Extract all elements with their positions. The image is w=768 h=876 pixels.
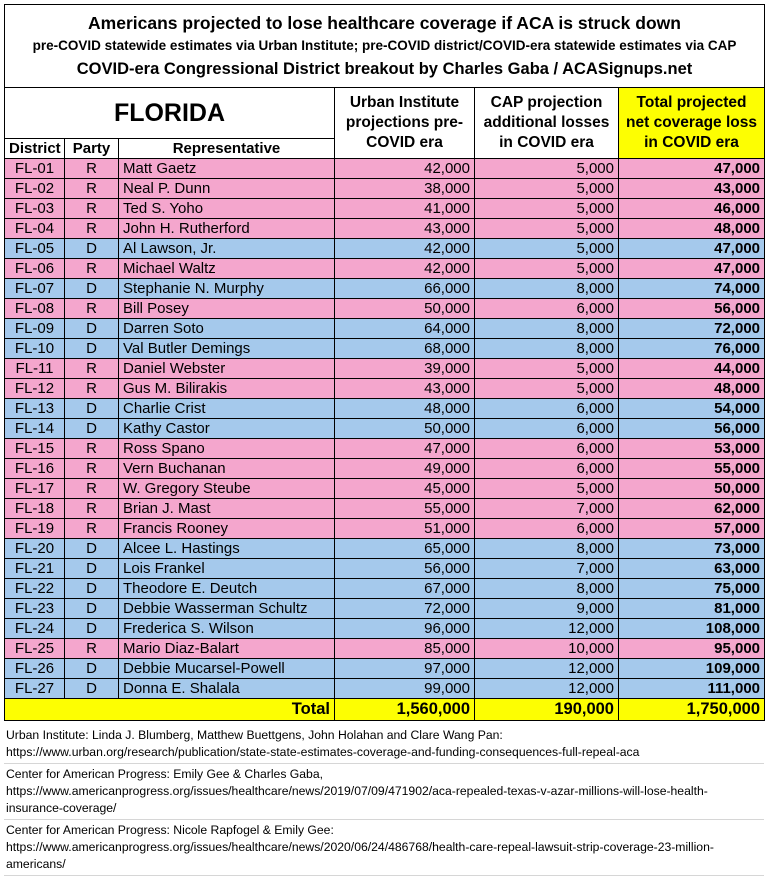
urban-value-cell: 65,000 bbox=[335, 539, 475, 559]
district-cell: FL-12 bbox=[5, 379, 65, 399]
urban-value-cell: 43,000 bbox=[335, 219, 475, 239]
urban-value-cell: 41,000 bbox=[335, 199, 475, 219]
note-url: https://www.urban.org/research/publication/state-state-estimates-coverage-and-funding-consequences-full-repeal-aca bbox=[6, 745, 640, 759]
cap-value-cell: 6,000 bbox=[475, 519, 619, 539]
note-url-cont: americans/ bbox=[6, 857, 66, 871]
cap-value-cell: 6,000 bbox=[475, 439, 619, 459]
source-notes bbox=[4, 725, 764, 876]
total-value-cell: 46,000 bbox=[619, 199, 765, 219]
cap-value-cell: 6,000 bbox=[475, 419, 619, 439]
cap-value-cell: 5,000 bbox=[475, 379, 619, 399]
urban-value-cell: 51,000 bbox=[335, 519, 475, 539]
cap-value-cell: 5,000 bbox=[475, 199, 619, 219]
table-row bbox=[5, 359, 765, 379]
cap-value-cell: 6,000 bbox=[475, 399, 619, 419]
cap-value-cell: 7,000 bbox=[475, 499, 619, 519]
urban-value-cell: 56,000 bbox=[335, 559, 475, 579]
representative-cell: Vern Buchanan bbox=[119, 459, 335, 479]
party-cell: R bbox=[65, 159, 119, 179]
party-cell: D bbox=[65, 239, 119, 259]
total-value-cell: 43,000 bbox=[619, 179, 765, 199]
party-cell: R bbox=[65, 439, 119, 459]
note-text: Center for American Progress: Emily Gee & Charles Gaba, bbox=[6, 767, 323, 781]
representative-cell: Francis Rooney bbox=[119, 519, 335, 539]
district-cell: FL-19 bbox=[5, 519, 65, 539]
total-value-cell: 62,000 bbox=[619, 499, 765, 519]
total-value-cell: 95,000 bbox=[619, 639, 765, 659]
party-column-header: Party bbox=[65, 139, 119, 159]
district-cell: FL-15 bbox=[5, 439, 65, 459]
urban-value-cell: 45,000 bbox=[335, 479, 475, 499]
urban-value-cell: 38,000 bbox=[335, 179, 475, 199]
spreadsheet bbox=[4, 4, 764, 876]
total-value-cell: 47,000 bbox=[619, 159, 765, 179]
representative-cell: Al Lawson, Jr. bbox=[119, 239, 335, 259]
cap-value-cell: 12,000 bbox=[475, 679, 619, 699]
district-cell: FL-18 bbox=[5, 499, 65, 519]
urban-value-cell: 42,000 bbox=[335, 239, 475, 259]
totals-label: Total bbox=[119, 699, 335, 721]
representative-cell: Debbie Mucarsel-Powell bbox=[119, 659, 335, 679]
total-value-cell: 48,000 bbox=[619, 379, 765, 399]
urban-column-header: Urban Institute projections pre-COVID era bbox=[335, 88, 475, 159]
party-cell: R bbox=[65, 499, 119, 519]
table-row bbox=[5, 199, 765, 219]
party-cell: D bbox=[65, 399, 119, 419]
table-row bbox=[5, 399, 765, 419]
table-row bbox=[5, 559, 765, 579]
district-cell: FL-16 bbox=[5, 459, 65, 479]
representative-cell: John H. Rutherford bbox=[119, 219, 335, 239]
cap-value-cell: 5,000 bbox=[475, 179, 619, 199]
representative-cell: Michael Waltz bbox=[119, 259, 335, 279]
district-cell: FL-17 bbox=[5, 479, 65, 499]
total-value-cell: 73,000 bbox=[619, 539, 765, 559]
representative-cell: Lois Frankel bbox=[119, 559, 335, 579]
total-value-cell: 75,000 bbox=[619, 579, 765, 599]
cap-value-cell: 6,000 bbox=[475, 459, 619, 479]
district-cell: FL-04 bbox=[5, 219, 65, 239]
urban-value-cell: 72,000 bbox=[335, 599, 475, 619]
party-cell: D bbox=[65, 539, 119, 559]
district-cell: FL-09 bbox=[5, 319, 65, 339]
district-cell: FL-06 bbox=[5, 259, 65, 279]
cap-value-cell: 5,000 bbox=[475, 479, 619, 499]
coverage-table bbox=[4, 4, 765, 721]
district-cell: FL-27 bbox=[5, 679, 65, 699]
table-row bbox=[5, 599, 765, 619]
table-row bbox=[5, 379, 765, 399]
urban-value-cell: 96,000 bbox=[335, 619, 475, 639]
party-cell: D bbox=[65, 659, 119, 679]
district-cell: FL-21 bbox=[5, 559, 65, 579]
total-value-cell: 54,000 bbox=[619, 399, 765, 419]
party-cell: R bbox=[65, 179, 119, 199]
total-value-cell: 47,000 bbox=[619, 239, 765, 259]
party-cell: R bbox=[65, 219, 119, 239]
representative-column-header: Representative bbox=[119, 139, 335, 159]
table-row bbox=[5, 319, 765, 339]
urban-value-cell: 50,000 bbox=[335, 419, 475, 439]
party-cell: R bbox=[65, 459, 119, 479]
totals-row bbox=[5, 699, 765, 721]
urban-value-cell: 68,000 bbox=[335, 339, 475, 359]
note-url: https://www.americanprogress.org/issues/healthcare/news/2019/07/09/471902/aca-repealed-texas-v-azar-millions-will-lose-health- bbox=[6, 784, 708, 798]
district-cell: FL-07 bbox=[5, 279, 65, 299]
totals-blank-cell bbox=[5, 699, 119, 721]
party-cell: R bbox=[65, 479, 119, 499]
representative-cell: Daniel Webster bbox=[119, 359, 335, 379]
representative-cell: Bill Posey bbox=[119, 299, 335, 319]
total-value-cell: 50,000 bbox=[619, 479, 765, 499]
representative-cell: W. Gregory Steube bbox=[119, 479, 335, 499]
total-value-cell: 44,000 bbox=[619, 359, 765, 379]
table-row bbox=[5, 499, 765, 519]
total-value-cell: 56,000 bbox=[619, 419, 765, 439]
district-cell: FL-13 bbox=[5, 399, 65, 419]
representative-cell: Neal P. Dunn bbox=[119, 179, 335, 199]
table-row bbox=[5, 479, 765, 499]
title-line-2: pre-COVID statewide estimates via Urban Institute; pre-COVID district/COVID-era statewide estimates via CAP bbox=[32, 38, 737, 53]
representative-cell: Mario Diaz-Balart bbox=[119, 639, 335, 659]
table-row bbox=[5, 439, 765, 459]
cap-value-cell: 8,000 bbox=[475, 279, 619, 299]
total-value-cell: 63,000 bbox=[619, 559, 765, 579]
urban-value-cell: 97,000 bbox=[335, 659, 475, 679]
table-row bbox=[5, 159, 765, 179]
table-row bbox=[5, 339, 765, 359]
table-row bbox=[5, 639, 765, 659]
cap-value-cell: 6,000 bbox=[475, 299, 619, 319]
urban-value-cell: 50,000 bbox=[335, 299, 475, 319]
total-value-cell: 56,000 bbox=[619, 299, 765, 319]
note-url-cont: insurance-coverage/ bbox=[6, 801, 117, 815]
table-row bbox=[5, 279, 765, 299]
representative-cell: Debbie Wasserman Schultz bbox=[119, 599, 335, 619]
party-cell: D bbox=[65, 419, 119, 439]
note-url: https://www.americanprogress.org/issues/healthcare/news/2020/06/24/486768/health-care-repeal-lawsuit-strip-coverage-23-million- bbox=[6, 840, 714, 854]
urban-value-cell: 42,000 bbox=[335, 159, 475, 179]
urban-value-cell: 99,000 bbox=[335, 679, 475, 699]
representative-cell: Gus M. Bilirakis bbox=[119, 379, 335, 399]
representative-cell: Alcee L. Hastings bbox=[119, 539, 335, 559]
table-row bbox=[5, 419, 765, 439]
party-cell: D bbox=[65, 339, 119, 359]
district-cell: FL-23 bbox=[5, 599, 65, 619]
district-cell: FL-24 bbox=[5, 619, 65, 639]
table-row bbox=[5, 299, 765, 319]
representative-cell: Charlie Crist bbox=[119, 399, 335, 419]
representative-cell: Ted S. Yoho bbox=[119, 199, 335, 219]
source-note bbox=[4, 725, 764, 764]
cap-value-cell: 5,000 bbox=[475, 219, 619, 239]
totals-cap: 190,000 bbox=[475, 699, 619, 721]
cap-value-cell: 5,000 bbox=[475, 159, 619, 179]
urban-value-cell: 39,000 bbox=[335, 359, 475, 379]
representative-cell: Kathy Castor bbox=[119, 419, 335, 439]
table-row bbox=[5, 519, 765, 539]
total-value-cell: 72,000 bbox=[619, 319, 765, 339]
district-column-header: District bbox=[5, 139, 65, 159]
party-cell: D bbox=[65, 579, 119, 599]
party-cell: D bbox=[65, 279, 119, 299]
district-cell: FL-11 bbox=[5, 359, 65, 379]
table-row bbox=[5, 219, 765, 239]
party-cell: D bbox=[65, 559, 119, 579]
urban-value-cell: 55,000 bbox=[335, 499, 475, 519]
district-cell: FL-26 bbox=[5, 659, 65, 679]
party-cell: R bbox=[65, 299, 119, 319]
cap-value-cell: 5,000 bbox=[475, 259, 619, 279]
table-row bbox=[5, 539, 765, 559]
source-note bbox=[4, 764, 764, 820]
total-value-cell: 74,000 bbox=[619, 279, 765, 299]
party-cell: D bbox=[65, 599, 119, 619]
table-row bbox=[5, 239, 765, 259]
cap-value-cell: 5,000 bbox=[475, 239, 619, 259]
table-row bbox=[5, 459, 765, 479]
representative-cell: Donna E. Shalala bbox=[119, 679, 335, 699]
cap-value-cell: 5,000 bbox=[475, 359, 619, 379]
district-cell: FL-10 bbox=[5, 339, 65, 359]
district-cell: FL-02 bbox=[5, 179, 65, 199]
district-cell: FL-25 bbox=[5, 639, 65, 659]
party-cell: D bbox=[65, 619, 119, 639]
title-line-3: COVID-era Congressional District breakout by Charles Gaba / ACASignups.net bbox=[76, 60, 693, 78]
cap-value-cell: 8,000 bbox=[475, 539, 619, 559]
party-cell: R bbox=[65, 639, 119, 659]
total-value-cell: 55,000 bbox=[619, 459, 765, 479]
table-row bbox=[5, 579, 765, 599]
table-row bbox=[5, 259, 765, 279]
table-row bbox=[5, 679, 765, 699]
urban-value-cell: 67,000 bbox=[335, 579, 475, 599]
note-text: Urban Institute: Linda J. Blumberg, Matthew Buettgens, John Holahan and Clare Wang Pan: bbox=[6, 728, 503, 742]
district-cell: FL-08 bbox=[5, 299, 65, 319]
cap-value-cell: 7,000 bbox=[475, 559, 619, 579]
source-note bbox=[4, 820, 764, 876]
cap-value-cell: 10,000 bbox=[475, 639, 619, 659]
district-cell: FL-05 bbox=[5, 239, 65, 259]
representative-cell: Darren Soto bbox=[119, 319, 335, 339]
total-value-cell: 81,000 bbox=[619, 599, 765, 619]
urban-value-cell: 42,000 bbox=[335, 259, 475, 279]
total-value-cell: 53,000 bbox=[619, 439, 765, 459]
totals-urban: 1,560,000 bbox=[335, 699, 475, 721]
representative-cell: Brian J. Mast bbox=[119, 499, 335, 519]
total-value-cell: 76,000 bbox=[619, 339, 765, 359]
party-cell: D bbox=[65, 319, 119, 339]
totals-total: 1,750,000 bbox=[619, 699, 765, 721]
total-value-cell: 57,000 bbox=[619, 519, 765, 539]
table-row bbox=[5, 619, 765, 639]
district-cell: FL-03 bbox=[5, 199, 65, 219]
representative-cell: Stephanie N. Murphy bbox=[119, 279, 335, 299]
party-cell: R bbox=[65, 359, 119, 379]
cap-column-header: CAP projection additional losses in COVID era bbox=[475, 88, 619, 159]
party-cell: R bbox=[65, 519, 119, 539]
district-cell: FL-22 bbox=[5, 579, 65, 599]
cap-value-cell: 8,000 bbox=[475, 319, 619, 339]
note-text: Center for American Progress: Nicole Rapfogel & Emily Gee: bbox=[6, 823, 334, 837]
district-cell: FL-14 bbox=[5, 419, 65, 439]
representative-cell: Matt Gaetz bbox=[119, 159, 335, 179]
representative-cell: Ross Spano bbox=[119, 439, 335, 459]
cap-value-cell: 9,000 bbox=[475, 599, 619, 619]
representative-cell: Val Butler Demings bbox=[119, 339, 335, 359]
total-value-cell: 48,000 bbox=[619, 219, 765, 239]
party-cell: R bbox=[65, 379, 119, 399]
total-value-cell: 109,000 bbox=[619, 659, 765, 679]
party-cell: R bbox=[65, 259, 119, 279]
party-cell: D bbox=[65, 679, 119, 699]
cap-value-cell: 12,000 bbox=[475, 659, 619, 679]
district-cell: FL-01 bbox=[5, 159, 65, 179]
urban-value-cell: 43,000 bbox=[335, 379, 475, 399]
district-cell: FL-20 bbox=[5, 539, 65, 559]
table-row bbox=[5, 659, 765, 679]
party-cell: R bbox=[65, 199, 119, 219]
representative-cell: Theodore E. Deutch bbox=[119, 579, 335, 599]
urban-value-cell: 66,000 bbox=[335, 279, 475, 299]
urban-value-cell: 48,000 bbox=[335, 399, 475, 419]
representative-cell: Frederica S. Wilson bbox=[119, 619, 335, 639]
total-value-cell: 111,000 bbox=[619, 679, 765, 699]
cap-value-cell: 12,000 bbox=[475, 619, 619, 639]
urban-value-cell: 49,000 bbox=[335, 459, 475, 479]
cap-value-cell: 8,000 bbox=[475, 339, 619, 359]
urban-value-cell: 47,000 bbox=[335, 439, 475, 459]
urban-value-cell: 64,000 bbox=[335, 319, 475, 339]
title-block bbox=[5, 5, 765, 88]
total-value-cell: 47,000 bbox=[619, 259, 765, 279]
total-column-header: Total projected net coverage loss in COVID era bbox=[619, 88, 765, 159]
urban-value-cell: 85,000 bbox=[335, 639, 475, 659]
table-row bbox=[5, 179, 765, 199]
total-value-cell: 108,000 bbox=[619, 619, 765, 639]
title-line-1: Americans projected to lose healthcare coverage if ACA is struck down bbox=[88, 13, 681, 33]
state-name: FLORIDA bbox=[5, 88, 335, 139]
cap-value-cell: 8,000 bbox=[475, 579, 619, 599]
